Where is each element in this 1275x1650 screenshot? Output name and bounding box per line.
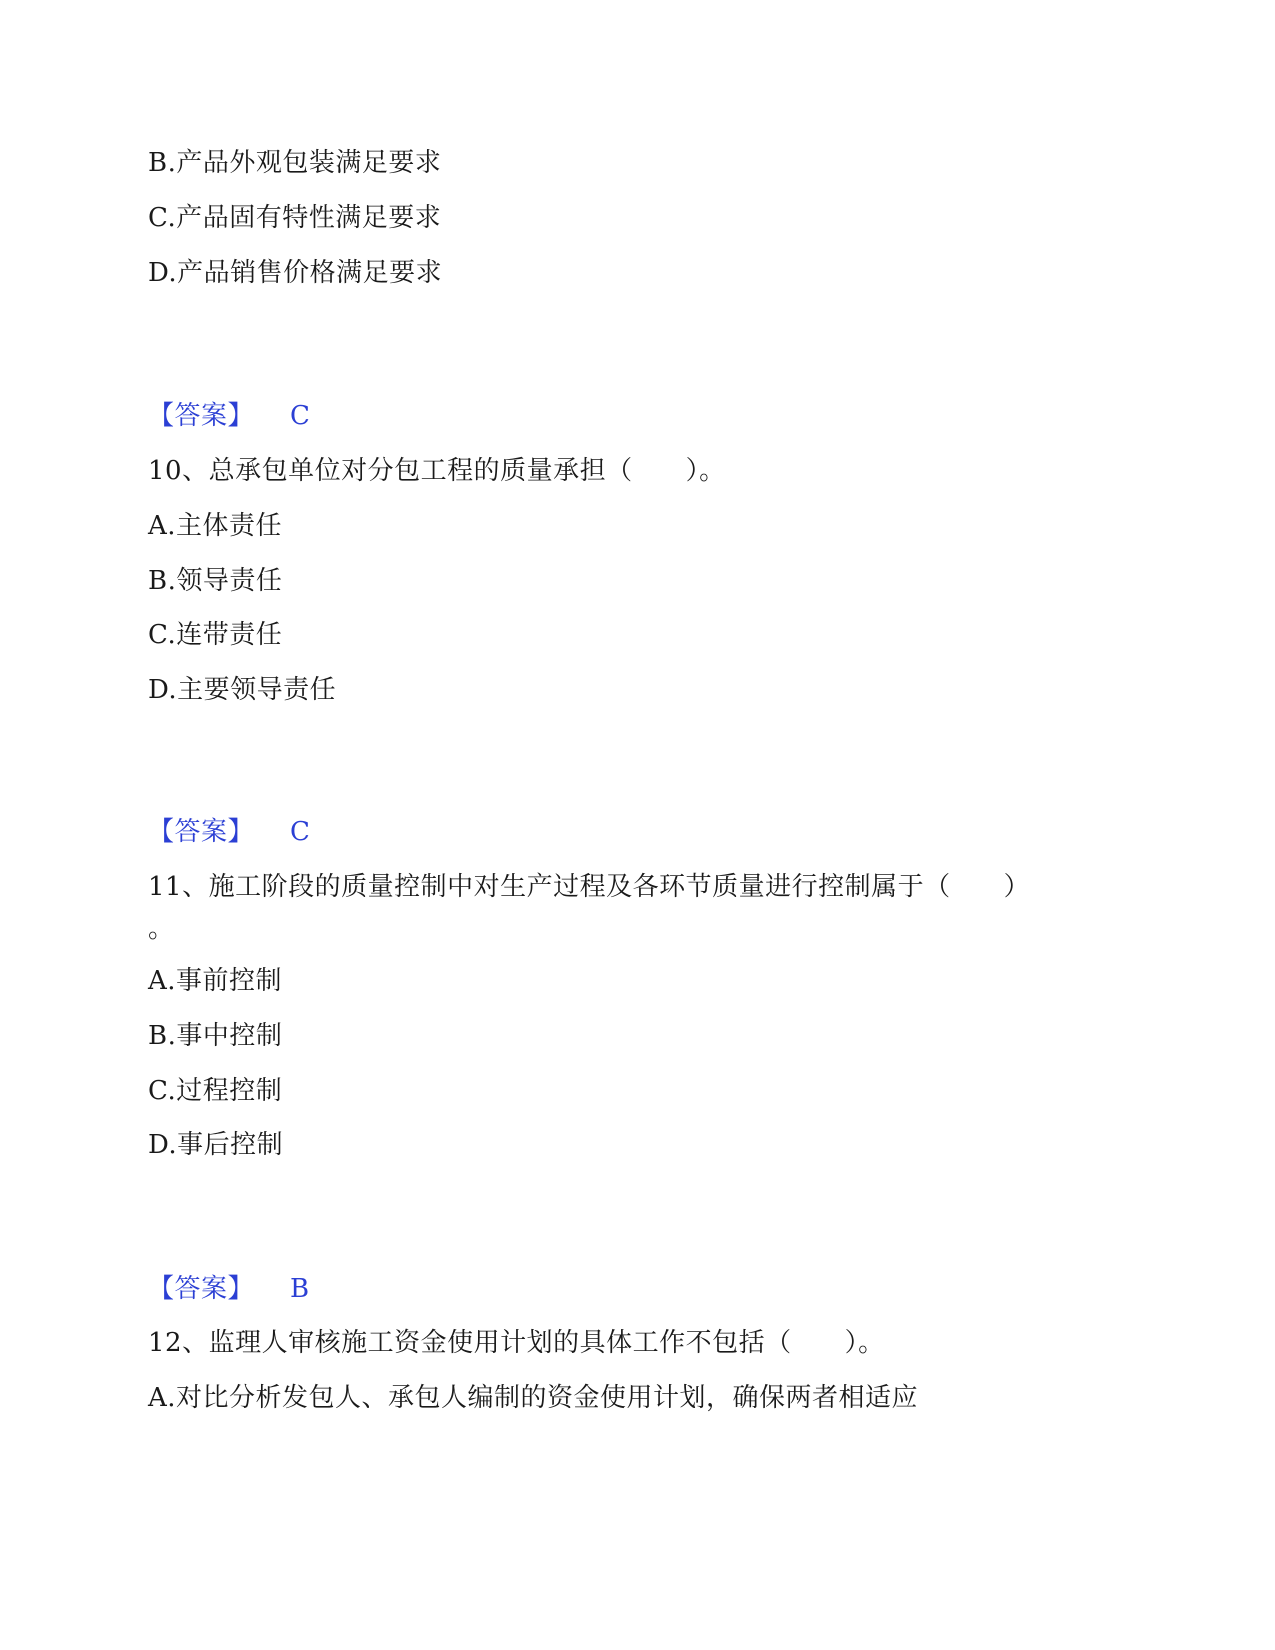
answer-label: 【答案】 — [148, 1274, 255, 1304]
q10-option-b: B.领导责任 — [148, 566, 283, 596]
q9-option-d: D.产品销售价格满足要求 — [148, 258, 443, 288]
q11-option-b: B.事中控制 — [148, 1021, 283, 1051]
q10-option-c: C.连带责任 — [148, 620, 283, 650]
q11-answer — [148, 1272, 310, 1306]
q10-stem: 10、总承包单位对分包工程的质量承担（ ）。 — [148, 456, 726, 486]
q11-option-d: D.事后控制 — [148, 1130, 284, 1160]
q10-answer — [148, 815, 310, 849]
answer-label: 【答案】 — [148, 817, 255, 847]
q9-option-b: B.产品外观包装满足要求 — [148, 148, 442, 178]
answer-value: C — [290, 817, 311, 847]
answer-value: C — [290, 401, 311, 431]
q11-option-c: C.过程控制 — [148, 1076, 283, 1106]
q9-option-c: C.产品固有特性满足要求 — [148, 203, 442, 233]
q12-stem: 12、监理人审核施工资金使用计划的具体工作不包括（ ）。 — [148, 1328, 885, 1358]
q12-option-a: A.对比分析发包人、承包人编制的资金使用计划，确保两者相适应 — [148, 1383, 919, 1413]
q10-option-a: A.主体责任 — [148, 511, 283, 541]
q11-option-a: A.事前控制 — [148, 966, 283, 996]
q11-stem-continued: 。 — [148, 914, 175, 944]
q11-stem: 11、施工阶段的质量控制中对生产过程及各环节质量进行控制属于（ ） — [148, 872, 1031, 902]
q9-answer — [148, 399, 310, 433]
answer-value: B — [290, 1274, 310, 1304]
q10-option-d: D.主要领导责任 — [148, 675, 337, 705]
answer-label: 【答案】 — [148, 401, 255, 431]
